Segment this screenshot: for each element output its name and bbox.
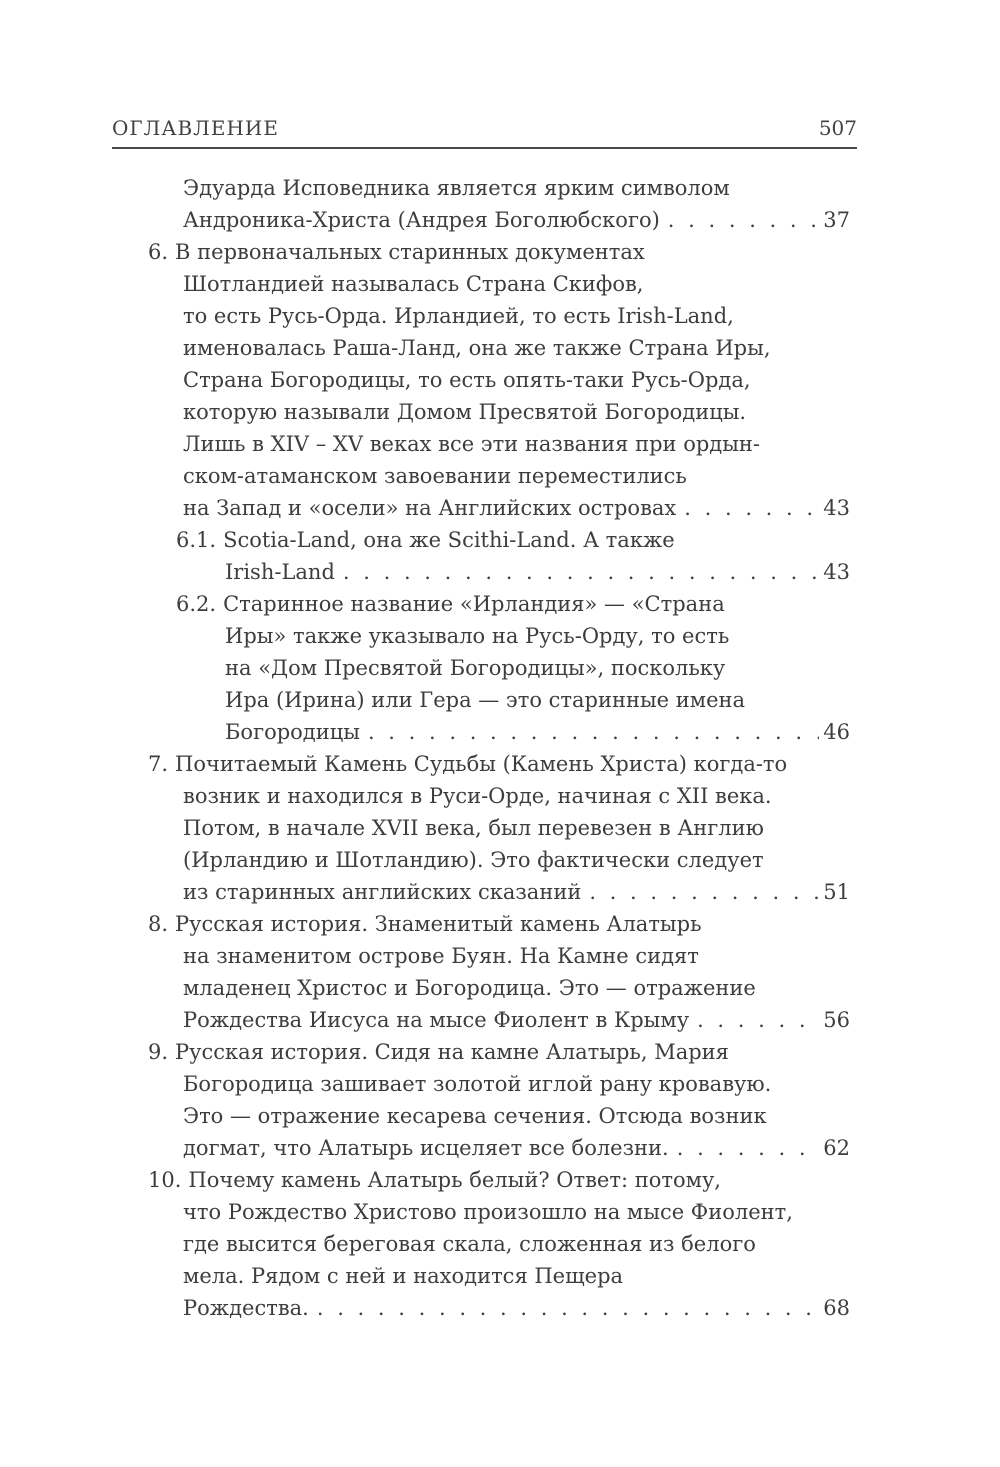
dot-leader [684,492,819,524]
toc-line [183,812,850,844]
dot-leader [677,1132,820,1164]
toc-line [183,972,850,1004]
toc-line [183,1068,850,1100]
toc-line-with-page [183,1132,850,1164]
toc-line [183,940,850,972]
entry-text: что Рождество Христово произошло на мысе Фиолент, [183,1200,793,1224]
entry-number: 8. [148,912,169,936]
toc-entry [148,1036,850,1164]
toc-entry [148,172,850,236]
running-head [112,116,857,149]
toc-line [148,748,850,780]
toc-line [183,300,850,332]
entry-text: Scotia-Land, она же Scithi-Land. А также [223,528,675,552]
entry-text: Ира (Ирина) или Гера — это старинные имена [225,688,746,712]
entry-text: Эдуарда Исповедника является ярким символом [183,176,730,200]
toc-line-with-page [183,876,850,908]
toc-line [183,1196,850,1228]
dot-leader [668,204,819,236]
folio-page-number: 507 [818,116,857,140]
toc-line [176,524,850,556]
entry-text: Почему камень Алатырь белый? Ответ: потому, [188,1168,721,1192]
entry-text: мела. Рядом с ней и находится Пещера [183,1264,624,1288]
toc-line [183,172,850,204]
toc-line-with-page [183,1292,850,1324]
entry-text: где высится береговая скала, сложенная из белого [183,1232,756,1256]
entry-text: именовалась Раша-Ланд, она же также Страна Иры, [183,336,771,360]
entry-number: 7. [148,752,169,776]
toc-line [225,684,850,716]
entry-page-number: 46 [823,720,850,744]
toc-line-with-page [225,556,850,588]
toc-entry [148,236,850,524]
entry-text: Почитаемый Камень Судьбы (Камень Христа) когда-то [175,752,788,776]
entry-text: Лишь в XIV – XV веках все эти названия при ордын- [183,432,761,456]
entry-page-number: 68 [823,1296,850,1320]
entry-number: 6. [148,240,169,264]
entry-number: 9. [148,1040,169,1064]
toc-line [148,1164,850,1196]
toc-line [183,460,850,492]
entry-text: на Запад и «осели» на Английских островах [183,496,677,520]
entry-text: Шотландией называлась Страна Скифов, [183,272,644,296]
entry-text: Богородица зашивает золотой иглой рану кровавую. [183,1072,772,1096]
toc-line [183,1260,850,1292]
toc-line [183,1100,850,1132]
toc-entry [148,1164,850,1324]
entry-page-number: 43 [823,560,850,584]
toc-line-with-page [183,1004,850,1036]
entry-text: Рождества. [183,1296,309,1320]
entry-text: догмат, что Алатырь исцеляет все болезни. [183,1136,669,1160]
toc-line-with-page [183,204,850,236]
toc-line [148,1036,850,1068]
entry-text: Страна Богородицы, то есть опять-таки Русь-Орда, [183,368,751,392]
entry-text: то есть Русь-Орда. Ирландией, то есть Irish-Land, [183,304,734,328]
toc-line [183,268,850,300]
dot-leader [697,1004,819,1036]
entry-number: 6.2. [176,592,217,616]
toc-line [148,908,850,940]
toc-line [176,588,850,620]
entry-text: на знаменитом острове Буян. На Камне сидят [183,944,699,968]
entry-page-number: 56 [823,1008,850,1032]
toc-line-with-page [225,716,850,748]
entry-text: из старинных английских сказаний [183,880,582,904]
dot-leader [589,876,819,908]
entry-text: ском-атаманском завоевании переместились [183,464,687,488]
toc-entry [148,748,850,908]
toc-line [183,844,850,876]
entry-text: Это — отражение кесарева сечения. Отсюда возник [183,1104,767,1128]
entry-text: возник и находился в Руси-Орде, начиная с XII века. [183,784,772,808]
toc-line [148,236,850,268]
entry-text: которую называли Домом Пресвятой Богородицы. [183,400,747,424]
toc-entry [148,524,850,588]
entry-text: на «Дом Пресвятой Богородицы», поскольку [225,656,726,680]
entry-text: Русская история. Знаменитый камень Алатырь [175,912,702,936]
toc-line [183,364,850,396]
entry-number: 6.1. [176,528,217,552]
entry-text: Старинное название «Ирландия» — «Страна [223,592,725,616]
toc-entry [148,588,850,748]
entry-text: Irish-Land [225,560,335,584]
toc-line [183,332,850,364]
dot-leader [317,1292,819,1324]
dot-leader [343,556,819,588]
entry-number: 10. [148,1168,182,1192]
entry-text: Потом, в начале XVII века, был перевезен в Англию [183,816,764,840]
toc-line [183,780,850,812]
dot-leader [368,716,819,748]
entry-text: Иры» также указывало на Русь-Орду, то есть [225,624,730,648]
toc-entry [148,908,850,1036]
page-title: ОГЛАВЛЕНИЕ [112,116,279,140]
entry-text: Богородицы [225,720,360,744]
toc-line-with-page [183,492,850,524]
entry-text: младенец Христос и Богородица. Это — отражение [183,976,756,1000]
toc-line [183,396,850,428]
entry-page-number: 37 [823,208,850,232]
toc-list [148,172,850,1324]
entry-text: Рождества Иисуса на мысе Фиолент в Крыму [183,1008,690,1032]
toc-line [225,620,850,652]
toc-line [225,652,850,684]
entry-text: В первоначальных старинных документах [175,240,645,264]
entry-text: (Ирландию и Шотландию). Это фактически следует [183,848,764,872]
toc-line [183,428,850,460]
entry-page-number: 62 [823,1136,850,1160]
entry-text: Андроника-Христа (Андрея Боголюбского) [183,208,660,232]
entry-page-number: 43 [823,496,850,520]
toc-line [183,1228,850,1260]
entry-page-number: 51 [823,880,850,904]
entry-text: Русская история. Сидя на камне Алатырь, Мария [175,1040,729,1064]
